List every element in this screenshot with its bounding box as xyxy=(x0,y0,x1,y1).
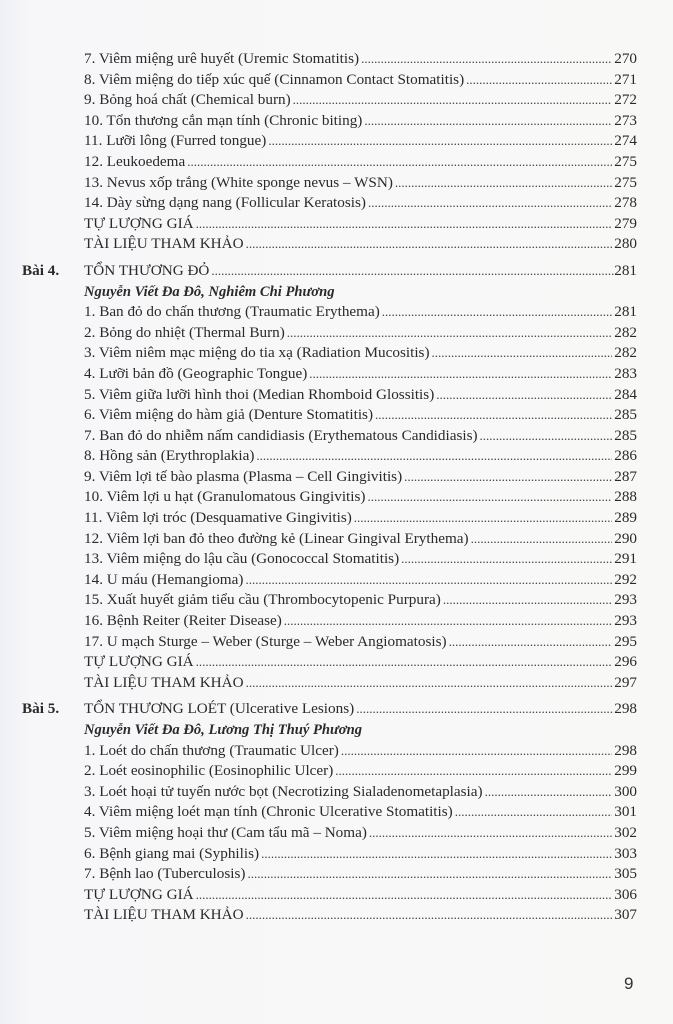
toc-entry[interactable] xyxy=(0,193,637,214)
toc-entry[interactable] xyxy=(0,508,637,529)
dot-leader xyxy=(341,741,612,762)
toc-entry-page: 271 xyxy=(614,70,637,88)
toc-entry[interactable] xyxy=(0,49,637,70)
dot-leader xyxy=(196,214,613,235)
toc-entry-page: 275 xyxy=(614,152,637,170)
chapter-label: Bài 4. xyxy=(22,261,60,279)
toc-entry-title: 12. Leukoedema xyxy=(84,152,186,170)
toc-entry-page: 285 xyxy=(614,426,637,444)
toc-entry-title: 7. Bệnh lao (Tuberculosis) xyxy=(84,865,246,883)
dot-leader xyxy=(367,487,612,508)
toc-entry-title: 6. Bệnh giang mai (Syphilis) xyxy=(84,844,260,862)
toc-entry-page: 293 xyxy=(614,591,637,609)
toc-entry-page: 287 xyxy=(614,467,637,485)
toc-entry-page: 306 xyxy=(614,885,637,903)
toc-entry-title: 9. Bỏng hoá chất (Chemical burn) xyxy=(84,91,291,109)
toc-entry-page: 300 xyxy=(614,782,637,800)
dot-leader xyxy=(466,70,612,91)
dot-leader xyxy=(364,111,612,132)
toc-entry[interactable] xyxy=(0,864,637,885)
toc-entry-page: 273 xyxy=(614,111,637,129)
toc-entry-title: 13. Viêm miệng do lậu cầu (Gonococcal Stomatitis) xyxy=(84,550,400,568)
dot-leader xyxy=(187,152,612,173)
dot-leader xyxy=(246,234,613,255)
toc-entry[interactable] xyxy=(0,152,637,173)
toc-entry[interactable] xyxy=(0,549,637,570)
toc-entry-page: 307 xyxy=(614,906,637,924)
toc-entry-page: 293 xyxy=(614,612,637,630)
dot-leader xyxy=(211,261,614,282)
toc-entry-title: 4. Lưỡi bản đồ (Geographic Tongue) xyxy=(84,364,308,382)
toc-entry-page: 305 xyxy=(614,865,637,883)
toc-entry[interactable] xyxy=(0,823,637,844)
dot-leader xyxy=(245,570,612,591)
dot-leader xyxy=(432,343,613,364)
dot-leader xyxy=(247,864,612,885)
toc-entry-title: TỰ LƯỢNG GIÁ xyxy=(84,885,194,903)
dot-leader xyxy=(354,508,612,529)
toc-chapters xyxy=(0,261,673,926)
toc-entry[interactable] xyxy=(0,487,637,508)
toc-entry-title: 8. Hồng sản (Erythroplakia) xyxy=(84,447,255,465)
dot-leader xyxy=(246,673,613,694)
toc-entry-title: 7. Ban đỏ do nhiễm nấm candidiasis (Erythematous Candidiasis) xyxy=(84,426,478,444)
toc-entry[interactable] xyxy=(0,529,637,550)
toc-entry-page: 281 xyxy=(614,303,637,321)
toc-entry-page: 289 xyxy=(614,509,637,527)
chapter-authors: Nguyễn Viết Đa Đô, Lương Thị Thuý Phương xyxy=(84,722,363,738)
toc-entry-page: 297 xyxy=(614,673,637,691)
chapter-block xyxy=(0,699,673,926)
toc-entry-page: 279 xyxy=(614,214,637,232)
toc-entry-title: TỰ LƯỢNG GIÁ xyxy=(84,653,194,671)
toc-entry-title: 2. Loét eosinophilic (Eosinophilic Ulcer) xyxy=(84,762,334,780)
toc-entry[interactable] xyxy=(0,467,637,488)
page-number: 9 xyxy=(624,974,634,993)
dot-leader xyxy=(309,364,612,385)
toc-entry-page: 278 xyxy=(614,194,637,212)
toc-entry-page: 282 xyxy=(614,344,637,362)
toc-entry-page: 272 xyxy=(614,91,637,109)
table-of-contents xyxy=(0,49,673,926)
toc-entry[interactable] xyxy=(0,590,637,611)
toc-entry-title: 5. Viêm giữa lưỡi hình thoi (Median Rhomboid Glossitis) xyxy=(84,385,435,403)
toc-entry[interactable] xyxy=(0,905,637,926)
toc-entry-title: 14. U máu (Hemangioma) xyxy=(84,570,244,588)
dot-leader xyxy=(395,173,612,194)
toc-entry-page: 285 xyxy=(614,406,637,424)
dot-leader xyxy=(293,90,613,111)
dot-leader xyxy=(401,549,612,570)
toc-entry-page: 288 xyxy=(614,488,637,506)
toc-entry-title: 3. Loét hoại tử tuyến nước bọt (Necrotizing Sialadenometaplasia) xyxy=(84,782,483,800)
toc-entry[interactable] xyxy=(0,323,637,344)
toc-entry-title: 2. Bỏng do nhiệt (Thermal Burn) xyxy=(84,323,285,341)
toc-entry-title: 13. Nevus xốp trắng (White sponge nevus – WSN) xyxy=(84,173,393,191)
chapter-heading[interactable] xyxy=(0,699,637,720)
toc-entry-title: 1. Loét do chấn thương (Traumatic Ulcer) xyxy=(84,741,339,759)
toc-entry-title: 11. Lưỡi lông (Furred tongue) xyxy=(84,132,267,150)
toc-entry-title: 17. U mạch Sturge – Weber (Sturge – Weber Angiomatosis) xyxy=(84,632,447,650)
toc-entry-title: TỰ LƯỢNG GIÁ xyxy=(84,214,194,232)
toc-entry[interactable] xyxy=(0,302,637,323)
toc-entry-title: 11. Viêm lợi tróc (Desquamative Gingivitis) xyxy=(84,509,352,527)
toc-entry[interactable] xyxy=(0,385,637,406)
toc-entry-title: 6. Viêm miệng do hàm giả (Denture Stomatitis) xyxy=(84,406,374,424)
toc-entry-title: 3. Viêm niêm mạc miệng do tia xạ (Radiation Mucositis) xyxy=(84,344,430,362)
toc-entry[interactable] xyxy=(0,844,637,865)
toc-entry-page: 270 xyxy=(614,50,637,67)
dot-leader xyxy=(369,823,612,844)
dot-leader xyxy=(356,699,614,720)
dot-leader xyxy=(284,611,612,632)
toc-entry-page: 302 xyxy=(614,823,637,841)
toc-entry[interactable] xyxy=(0,885,637,906)
dot-leader xyxy=(480,426,613,447)
dot-leader xyxy=(287,323,612,344)
toc-entry[interactable] xyxy=(0,761,637,782)
toc-entry-title: 10. Tổn thương cắn mạn tính (Chronic biting) xyxy=(84,111,363,129)
toc-entry-page: 284 xyxy=(614,385,637,403)
toc-entry-title: TỔN THƯƠNG ĐỎ xyxy=(84,261,210,279)
toc-entry-page: 290 xyxy=(614,529,637,547)
toc-entry-page: 281 xyxy=(614,261,637,279)
toc-entry[interactable] xyxy=(0,70,637,91)
dot-leader xyxy=(443,590,612,611)
dot-leader xyxy=(196,885,613,906)
toc-entry-page: 295 xyxy=(614,632,637,650)
toc-entry-page: 298 xyxy=(614,700,637,718)
toc-entry-title: 5. Viêm miệng hoại thư (Cam tẩu mã – Noma) xyxy=(84,823,367,841)
toc-entry[interactable] xyxy=(0,131,637,152)
toc-entry-title: 15. Xuất huyết giảm tiểu cầu (Thrombocytopenic Purpura) xyxy=(84,591,441,609)
toc-entry[interactable] xyxy=(0,741,637,762)
toc-entry[interactable] xyxy=(0,673,637,694)
toc-continued-section xyxy=(0,49,673,255)
toc-entry-title: 12. Viêm lợi ban đỏ theo đường kẻ (Linear Gingival Erythema) xyxy=(84,529,469,547)
toc-entry[interactable] xyxy=(0,611,637,632)
toc-entry[interactable] xyxy=(0,234,637,255)
toc-entry[interactable] xyxy=(0,802,637,823)
toc-entry-title: 14. Dày sừng dạng nang (Follicular Keratosis) xyxy=(84,194,366,212)
toc-entry-page: 299 xyxy=(614,762,637,780)
dot-leader xyxy=(335,761,612,782)
toc-entry-page: 292 xyxy=(614,570,637,588)
chapter-authors: Nguyễn Viết Đa Đô, Nghiêm Chi Phương xyxy=(84,283,335,300)
toc-entry-title: 1. Ban đỏ do chấn thương (Traumatic Erythema) xyxy=(84,303,380,321)
toc-entry[interactable] xyxy=(0,343,637,364)
toc-entry-title: 9. Viêm lợi tế bào plasma (Plasma – Cell Gingivitis) xyxy=(84,467,403,485)
toc-entry-page: 274 xyxy=(614,132,637,150)
toc-entry-page: 280 xyxy=(614,235,637,253)
toc-entry[interactable] xyxy=(0,364,637,385)
chapter-block xyxy=(0,261,673,693)
toc-entry-page: 303 xyxy=(614,844,637,862)
toc-entry[interactable] xyxy=(0,782,637,803)
toc-entry[interactable] xyxy=(0,90,637,111)
dot-leader xyxy=(485,782,613,803)
dot-leader xyxy=(382,302,612,323)
toc-entry-title: 10. Viêm lợi u hạt (Granulomatous Gingivitis) xyxy=(84,488,366,506)
dot-leader xyxy=(368,193,612,214)
toc-entry-page: 298 xyxy=(614,741,637,759)
toc-entry-title: 8. Viêm miệng do tiếp xúc quế (Cinnamon Contact Stomatitis) xyxy=(84,70,465,88)
toc-entry-title: 16. Bệnh Reiter (Reiter Disease) xyxy=(84,612,282,630)
dot-leader xyxy=(375,405,612,426)
toc-entry[interactable] xyxy=(0,426,637,447)
dot-leader xyxy=(361,49,612,70)
chapter-heading[interactable] xyxy=(0,261,637,282)
toc-entry-title: TỔN THƯƠNG LOÉT (Ulcerative Lesions) xyxy=(84,700,355,718)
toc-entry-title: TÀI LIỆU THAM KHẢO xyxy=(84,673,244,691)
toc-entry-page: 275 xyxy=(614,173,637,191)
toc-entry[interactable] xyxy=(0,173,637,194)
dot-leader xyxy=(196,652,613,673)
toc-entry-page: 286 xyxy=(614,447,637,465)
toc-entry[interactable] xyxy=(0,111,637,132)
dot-leader xyxy=(404,467,612,488)
dot-leader xyxy=(268,131,612,152)
toc-entry[interactable] xyxy=(0,446,637,467)
toc-entry-page: 283 xyxy=(614,364,637,382)
toc-entry-title: 4. Viêm miệng loét mạn tính (Chronic Ulcerative Stomatitis) xyxy=(84,803,453,821)
toc-entry-page: 296 xyxy=(614,653,637,671)
toc-entry-page: 301 xyxy=(614,803,637,821)
dot-leader xyxy=(256,446,612,467)
toc-entry-page: 282 xyxy=(614,323,637,341)
chapter-label: Bài 5. xyxy=(22,700,60,718)
toc-entry[interactable] xyxy=(0,632,637,653)
dot-leader xyxy=(455,802,613,823)
dot-leader xyxy=(246,905,613,926)
toc-entry[interactable] xyxy=(0,214,637,235)
toc-entry[interactable] xyxy=(0,652,637,673)
toc-entry-page: 291 xyxy=(614,550,637,568)
dot-leader xyxy=(449,632,613,653)
toc-entry[interactable] xyxy=(0,570,637,591)
toc-entry-title: TÀI LIỆU THAM KHẢO xyxy=(84,235,244,253)
dot-leader xyxy=(436,385,612,406)
dot-leader xyxy=(471,529,613,550)
toc-entry-title: 7. Viêm miệng urê huyết (Uremic Stomatitis) xyxy=(84,50,360,67)
toc-entry-title: TÀI LIỆU THAM KHẢO xyxy=(84,906,244,924)
dot-leader xyxy=(261,844,612,865)
toc-entry[interactable] xyxy=(0,405,637,426)
